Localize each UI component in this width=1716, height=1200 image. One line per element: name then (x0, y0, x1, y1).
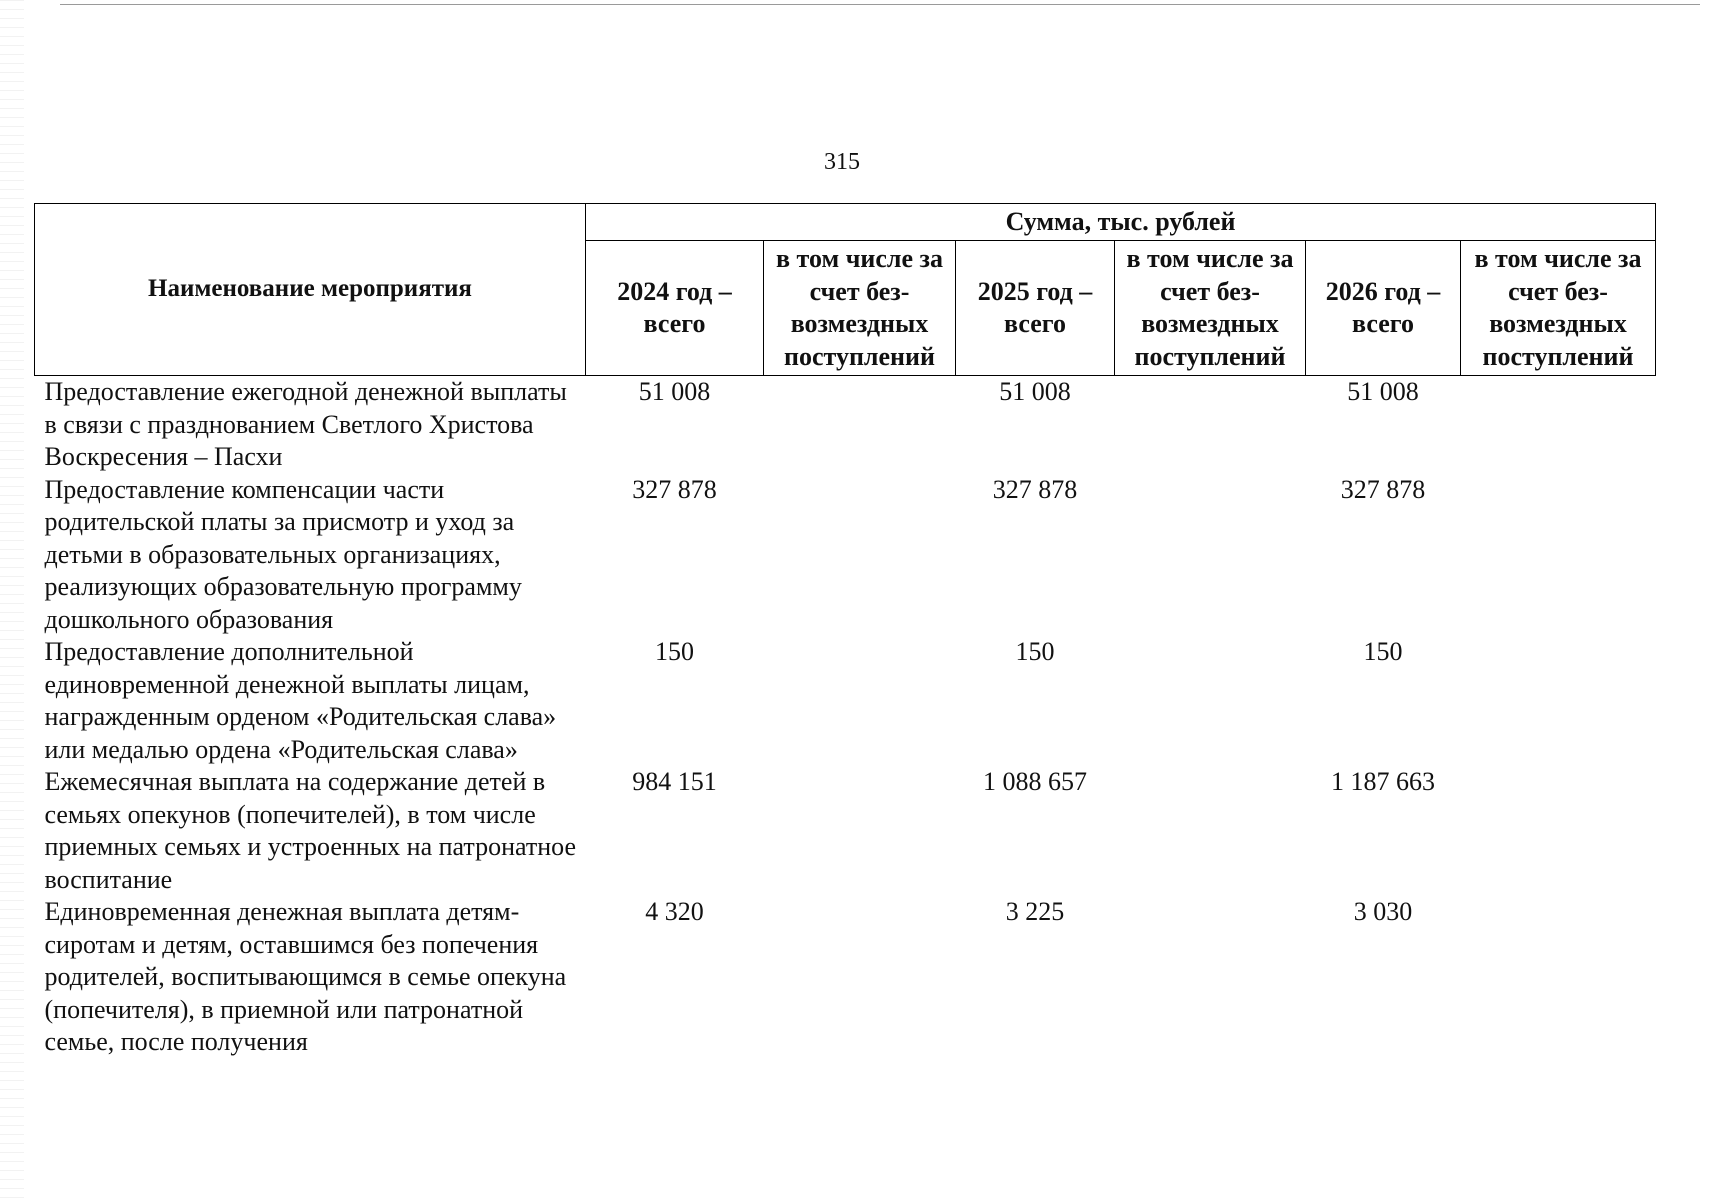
header-2025-free-receipts: в том числе за счет без-возмездных поступлений (1115, 241, 1306, 376)
row-2026-total: 327 878 (1340, 474, 1426, 504)
row-2025-total: 51 008 (999, 377, 1071, 406)
table-row (35, 766, 1656, 896)
row-2024-total: 51 008 (638, 377, 711, 406)
row-2025-free-receipts (1115, 896, 1306, 1059)
header-2024-free-receipts: в том числе за счет без-возмездных поступлений (764, 241, 956, 376)
row-2026-free-receipts (1461, 474, 1656, 637)
header-row-top (35, 204, 1656, 241)
row-2026-free-receipts (1461, 376, 1656, 474)
table-header (35, 204, 1656, 376)
row-name: Предоставление ежегодной денежной выплаты в связи с празднованием Светлого Христова Воскресения – Пасхи (44, 377, 567, 471)
row-2025-free-receipts (1115, 766, 1306, 896)
row-2026-total: 1 187 663 (1331, 767, 1435, 796)
scan-edge-noise (0, 0, 24, 1200)
row-name: Предоставление дополнительной единовременной денежной выплаты лицам, награжденным орденом «Родительская слава» или медалью ордена «Родительская слава» (44, 637, 557, 764)
row-name: Ежемесячная выплата на содержание детей в семьях опекунов (попечителей), в том числе приемных семьях и устроенных на патронатное воспитание (44, 767, 576, 894)
row-2025-total: 150 (1015, 637, 1055, 666)
table-row (35, 896, 1656, 1059)
scan-edge-line (60, 4, 1700, 5)
row-2025-total: 327 878 (992, 474, 1078, 504)
header-2026-total: 2026 год – всего (1306, 241, 1461, 376)
row-2025-free-receipts (1115, 636, 1306, 766)
budget-table (34, 203, 1656, 1059)
row-2026-total: 51 008 (1347, 377, 1419, 406)
row-2026-free-receipts (1461, 636, 1656, 766)
table-body (35, 376, 1656, 1059)
row-2026-free-receipts (1461, 766, 1656, 896)
page-number: 315 (824, 149, 860, 175)
row-2024-free-receipts (764, 766, 956, 896)
row-2024-free-receipts (764, 474, 956, 637)
row-name: Предоставление компенсации части родительской платы за присмотр и уход за детьми в образовательных организациях, реализующих образовательную программу дошкольного образования (44, 474, 522, 634)
row-name: Единовременная денежная выплата детям-сиротам и детям, оставшимся без попечения родителей, воспитывающимся в семье опекуна (попечителя), в приемной или патронатной семье, после получения (44, 897, 567, 1056)
row-2024-total: 4 320 (645, 897, 704, 926)
header-name-column: Наименование мероприятия (35, 204, 586, 376)
header-amount-group: Сумма, тыс. рублей (586, 204, 1656, 241)
header-2025-total: 2025 год – всего (956, 241, 1115, 376)
table-row (35, 376, 1656, 474)
row-2026-free-receipts (1461, 896, 1656, 1059)
row-2026-total: 150 (1363, 637, 1403, 666)
row-2025-free-receipts (1115, 474, 1306, 637)
row-2025-total: 1 088 657 (983, 767, 1087, 796)
row-2026-total: 3 030 (1353, 897, 1413, 926)
table-row (35, 474, 1656, 637)
row-2024-free-receipts (764, 896, 956, 1059)
header-2026-free-receipts: в том числе за счет без-возмездных поступлений (1461, 241, 1656, 376)
header-2024-total: 2024 год – всего (586, 241, 764, 376)
row-2024-free-receipts (764, 376, 956, 474)
row-2024-total: 150 (655, 637, 694, 666)
row-2025-total: 3 225 (1005, 897, 1065, 926)
row-2025-free-receipts (1115, 376, 1306, 474)
row-2024-total: 327 878 (632, 474, 717, 504)
row-2024-total: 984 151 (632, 767, 717, 796)
table-row (35, 636, 1656, 766)
row-2024-free-receipts (764, 636, 956, 766)
